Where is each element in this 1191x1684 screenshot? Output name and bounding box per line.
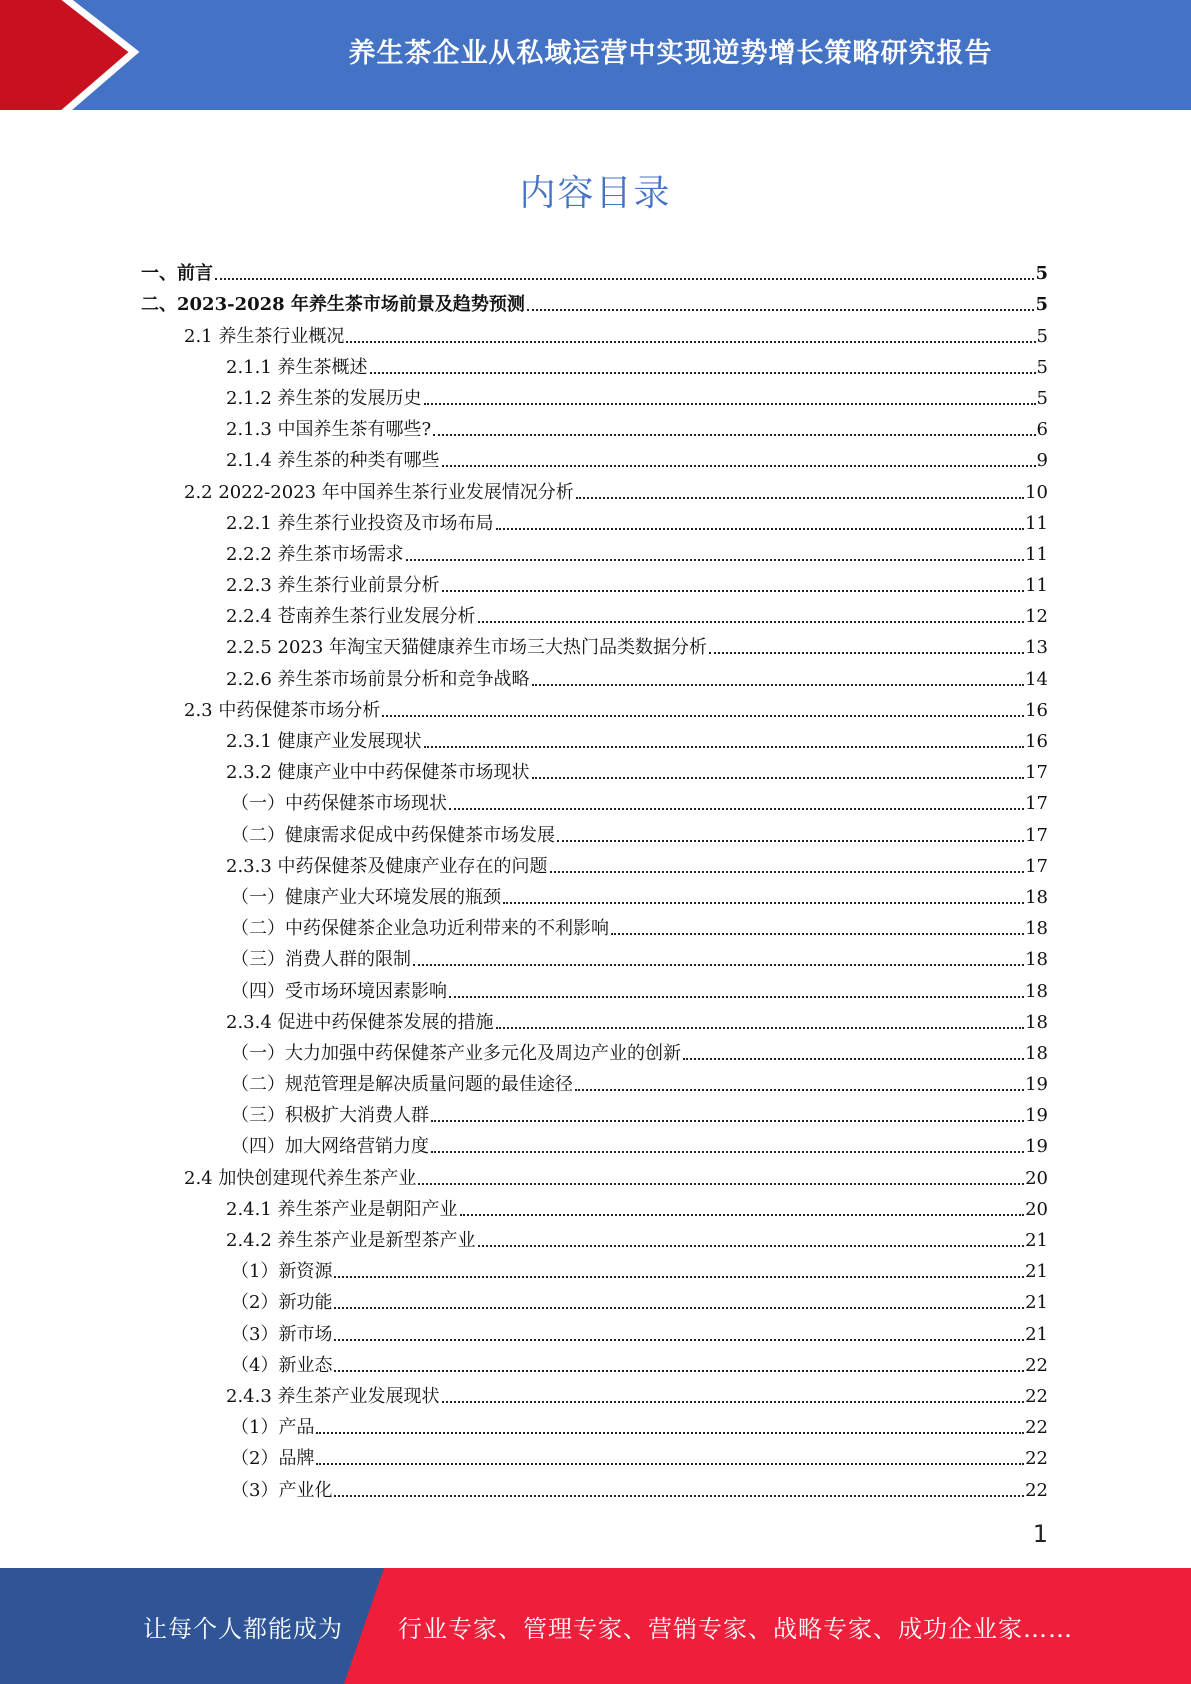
toc-entry-page: 18 [1025,980,1048,1002]
toc-entry[interactable] [141,753,1048,784]
toc-entry-label: 一、前言 [141,263,213,285]
toc-heading: 内容目录 [519,173,672,214]
toc-entry[interactable] [141,847,1048,878]
toc-entry[interactable] [141,628,1048,659]
toc-leader-dots [346,341,1035,343]
toc-leader-dots [478,1245,1025,1247]
toc-entry-page: 19 [1025,1105,1048,1127]
toc-entry-label: （3）产业化 [231,1479,333,1501]
toc-entry-page: 5 [1036,387,1048,409]
toc-entry-label: 二、2023-2028 年养生茶市场前景及趋势预测 [141,294,525,316]
toc-leader-dots [557,840,1024,842]
toc-leader-dots [532,684,1025,686]
toc-entry-label: （二）规范管理是解决质量问题的最佳途径 [231,1074,573,1096]
toc-entry-page: 21 [1025,1230,1048,1251]
toc-entry-page: 5 [1036,356,1048,378]
toc-leader-dots [496,1027,1025,1029]
toc-entry-page: 6 [1036,419,1048,441]
toc-entry[interactable] [141,535,1048,566]
toc-entry-label: （1）产品 [231,1417,315,1439]
toc-leader-dots [431,1151,1024,1153]
toc-entry[interactable] [141,784,1048,815]
toc-entry-label: （2）品牌 [231,1448,315,1470]
toc-entry-page: 18 [1025,918,1048,940]
toc-leader-dots [431,1120,1024,1122]
toc-leader-dots [370,372,1036,374]
toc-entry[interactable] [141,379,1048,410]
toc-leader-dots [334,1339,1024,1341]
toc-leader-dots [611,933,1024,935]
toc-leader-dots [413,964,1024,966]
toc-leader-dots [334,1307,1024,1309]
toc-leader-dots [433,434,1035,436]
report-title: 养生茶企业从私域运营中实现逆势增长策略研究报告 [348,37,993,69]
toc-entry[interactable] [141,441,1048,472]
toc-leader-dots [575,1089,1024,1091]
toc-entry-label: 2.1.2 养生茶的发展历史 [226,387,422,409]
toc-entry[interactable] [141,1314,1048,1345]
toc-entry-page: 16 [1025,699,1048,721]
toc-entry-label: 2.4.3 养生茶产业发展现状 [226,1385,440,1407]
toc-leader-dots [215,278,1034,280]
toc-leader-dots [709,652,1024,654]
toc-entry-label: 2.3.1 健康产业发展现状 [226,731,422,752]
toc-entry[interactable] [141,472,1048,503]
toc-entry-page: 5 [1035,294,1048,316]
toc-leader-dots [424,403,1036,405]
toc-entry-page: 21 [1025,1323,1048,1345]
toc-entry-page: 18 [1025,1042,1048,1064]
toc-entry-page: 21 [1025,1261,1048,1283]
toc-entry-label: 2.2 2022-2023 年中国养生茶行业发展情况分析 [184,481,574,503]
toc-entry[interactable] [141,285,1048,316]
toc-entry-label: 2.3 中药保健茶市场分析 [184,699,381,721]
toc-entry-label: 2.2.2 养生茶市场需求 [226,543,404,565]
toc-entry[interactable] [141,691,1048,722]
toc-leader-dots [527,309,1035,311]
toc-entry-page: 5 [1036,325,1048,347]
toc-entry[interactable] [141,940,1048,971]
toc-entry-page: 22 [1025,1417,1048,1439]
toc-entry[interactable] [141,410,1048,441]
toc-entry-page: 16 [1025,731,1048,752]
toc-leader-dots [334,1276,1024,1278]
toc-entry-page: 11 [1025,543,1048,565]
toc-entry[interactable] [141,1096,1048,1127]
toc-leader-dots [532,777,1025,779]
toc-entry-page: 14 [1025,668,1048,690]
toc-entry-label: （四）受市场环境因素影响 [231,980,447,1002]
toc-entry[interactable] [141,1470,1048,1501]
toc-entry-page: 9 [1036,450,1048,472]
toc-leader-dots [503,902,1024,904]
toc-entry-page: 21 [1025,1292,1048,1314]
toc-entry-label: （1）新资源 [231,1261,333,1283]
toc-entry-label: 2.1 养生茶行业概况 [184,325,345,347]
toc-leader-dots [442,465,1036,467]
toc-entry-label: （3）新市场 [231,1323,333,1345]
toc-entry-page: 17 [1025,762,1048,784]
toc-entry-label: 2.3.4 促进中药保健茶发展的措施 [226,1011,494,1033]
toc-entry-page: 11 [1025,512,1048,534]
toc-leader-dots [496,528,1025,530]
toc-entry[interactable] [141,878,1048,909]
toc-leader-dots [406,559,1025,561]
toc-entry-label: 2.3.3 中药保健茶及健康产业存在的问题 [226,855,548,877]
toc-entry[interactable] [141,1003,1048,1034]
toc-entry[interactable] [141,1408,1048,1439]
toc-entry-page: 18 [1025,886,1048,908]
toc-leader-dots [334,1370,1024,1372]
toc-entry[interactable] [141,316,1048,347]
toc-entry-page: 17 [1025,824,1048,846]
toc-entry[interactable] [141,1346,1048,1377]
page-number: 1 [1032,1520,1048,1548]
toc-entry-page: 18 [1025,949,1048,971]
toc-entry-page: 19 [1025,1136,1048,1158]
toc-entry-page: 22 [1025,1479,1048,1501]
toc-entry-page: 22 [1025,1385,1048,1407]
toc-entry-label: 2.1.3 中国养生茶有哪些? [226,419,432,441]
toc-leader-dots [442,1401,1025,1403]
toc-entry-page: 20 [1025,1198,1048,1220]
toc-entry[interactable] [141,1127,1048,1158]
toc-leader-dots [478,621,1025,623]
toc-entry[interactable] [141,1221,1048,1252]
toc-leader-dots [382,715,1024,717]
toc-entry-label: 2.2.5 2023 年淘宝天猫健康养生市场三大热门品类数据分析 [226,637,708,659]
toc-leader-dots [576,497,1024,499]
toc-entry-label: 2.1.1 养生茶概述 [226,356,368,378]
toc-entry[interactable] [141,909,1048,940]
toc-leader-dots [316,1432,1024,1434]
toc-entry[interactable] [141,1034,1048,1065]
toc-entry-page: 11 [1025,575,1048,597]
toc-entry-label: （二）中药保健茶企业急功近利带来的不利影响 [231,918,609,940]
toc-entry-label: 2.2.3 养生茶行业前景分析 [226,575,440,597]
report-footer [0,1568,1191,1684]
toc-entry[interactable] [141,504,1048,535]
toc-entry[interactable] [141,722,1048,753]
toc-leader-dots [460,1214,1025,1216]
toc-entry[interactable] [141,1158,1048,1189]
toc-leader-dots [449,996,1024,998]
toc-entry[interactable] [141,659,1048,690]
toc-leader-dots [418,1183,1024,1185]
toc-entry[interactable] [141,348,1048,379]
toc-entry-label: （一）中药保健茶市场现状 [231,793,447,815]
toc-entry-page: 19 [1025,1074,1048,1096]
toc-entry-label: 2.4 加快创建现代养生茶产业 [184,1167,417,1189]
toc-entry-page: 17 [1025,793,1048,815]
toc-leader-dots [424,746,1025,748]
footer-slogan-left: 让每个人都能成为 [143,1614,343,1643]
toc-entry-page: 5 [1035,263,1048,285]
toc-entry-page: 20 [1025,1167,1048,1189]
toc-entry-label: （4）新业态 [231,1354,333,1376]
toc-entry-label: 2.3.2 健康产业中中药保健茶市场现状 [226,762,530,784]
toc-entry-label: （二）健康需求促成中药保健茶市场发展 [231,824,555,846]
toc-leader-dots [334,1495,1024,1497]
toc-entry-page: 17 [1025,855,1048,877]
toc-entry-label: 2.2.6 养生茶市场前景分析和竞争战略 [226,668,530,690]
toc-entry-page: 18 [1025,1011,1048,1033]
toc-leader-dots [683,1058,1024,1060]
toc-entry-page: 22 [1025,1354,1048,1376]
toc-entry[interactable] [141,971,1048,1002]
toc-entry-page: 22 [1025,1448,1048,1470]
toc-leader-dots [449,808,1024,810]
toc-leader-dots [550,871,1025,873]
toc-entry[interactable] [141,254,1048,285]
toc-entry[interactable] [141,1252,1048,1283]
toc-entry[interactable] [141,1377,1048,1408]
toc-entry-label: （三）消费人群的限制 [231,949,411,971]
toc-entry[interactable] [141,597,1048,628]
toc-entry-label: 2.4.1 养生茶产业是朝阳产业 [226,1198,458,1220]
toc-entry-label: 2.4.2 养生茶产业是新型茶产业 [226,1230,476,1251]
toc-entry[interactable] [141,815,1048,846]
toc-entry-label: （一）健康产业大环境发展的瓶颈 [231,886,501,908]
toc-entry-label: （四）加大网络营销力度 [231,1136,429,1158]
toc-entry[interactable] [141,1190,1048,1221]
toc-leader-dots [442,590,1025,592]
footer-slogan-right: 行业专家、管理专家、营销专家、战略专家、成功企业家…… [398,1614,1073,1643]
toc-entry-label: （一）大力加强中药保健茶产业多元化及周边产业的创新 [231,1042,681,1064]
toc-entry-page: 10 [1025,481,1048,503]
report-header [0,0,1191,110]
toc-entry-label: 2.2.4 苍南养生茶行业发展分析 [226,606,476,628]
toc-entry[interactable] [141,1439,1048,1470]
toc-entry-label: 2.2.1 养生茶行业投资及市场布局 [226,512,494,534]
toc-entry-label: （2）新功能 [231,1292,333,1314]
toc-entry[interactable] [141,566,1048,597]
red-chevron-icon [0,0,160,110]
toc-entry-label: （三）积极扩大消费人群 [231,1105,429,1127]
toc-entry-label: 2.1.4 养生茶的种类有哪些 [226,450,440,472]
toc-entry-page: 12 [1025,606,1048,628]
toc-entry[interactable] [141,1065,1048,1096]
table-of-contents [141,254,1048,1502]
toc-entry[interactable] [141,1283,1048,1314]
toc-entry-page: 13 [1025,637,1048,659]
toc-leader-dots [316,1463,1024,1465]
